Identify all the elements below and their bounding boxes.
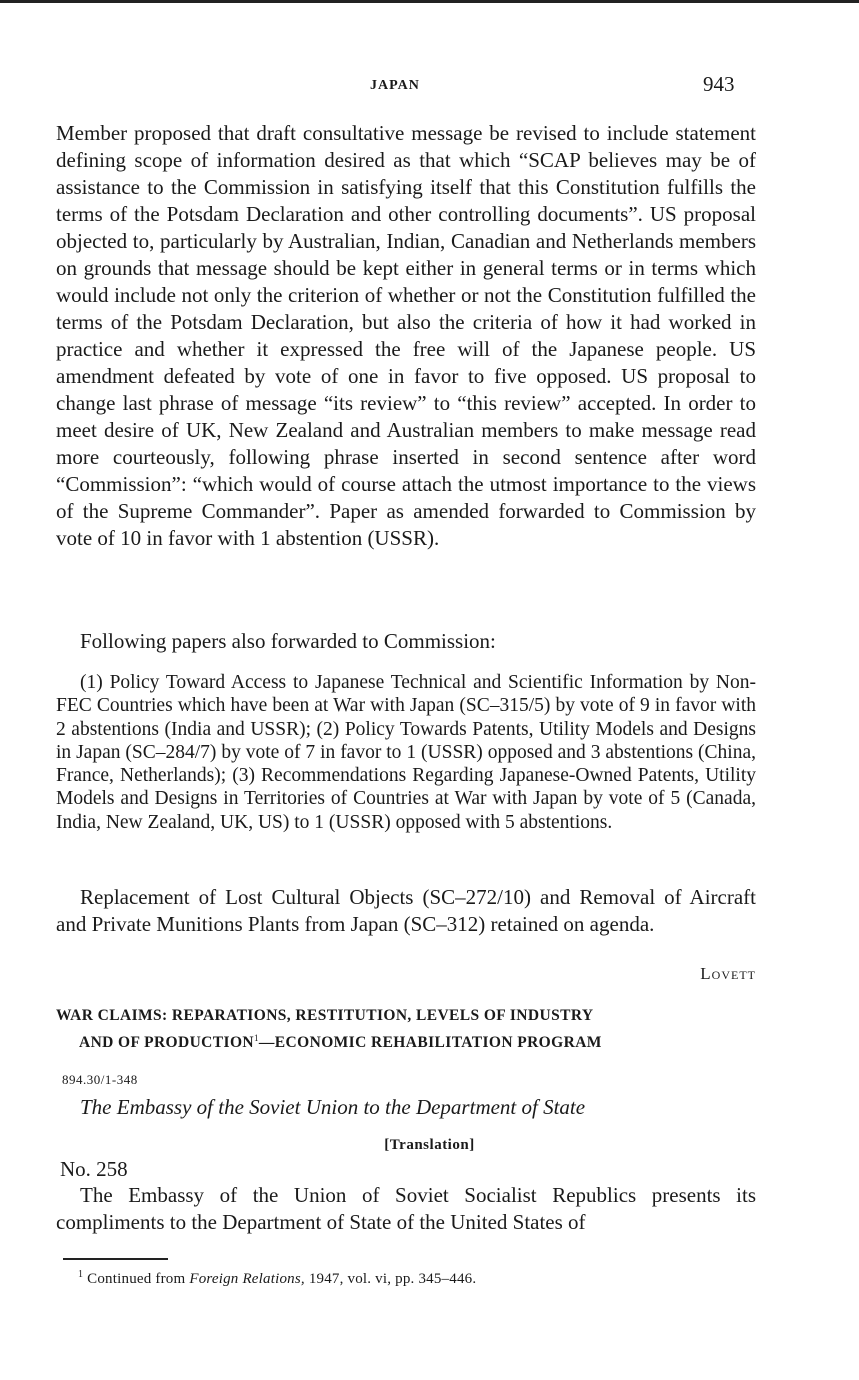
- body-paragraph-4: Replacement of Lost Cultural Objects (SC–272/10) and Removal of Aircraft and Private Munitions Plants from Japan (SC–312) retained on agenda.: [56, 885, 756, 936]
- translation-label: [Translation]: [384, 1137, 475, 1153]
- section-heading-line-2-text: AND OF PRODUCTION: [79, 1034, 254, 1052]
- running-head: JAPAN: [370, 78, 420, 93]
- page-number: 943: [703, 72, 735, 96]
- document-number: No. 258: [60, 1157, 128, 1181]
- file-number: 894.30/1-348: [62, 1072, 138, 1087]
- footnote-reference: 1: [254, 1033, 259, 1043]
- document-title: The Embassy of the Soviet Union to the Department of State: [80, 1095, 586, 1119]
- top-rule: [0, 0, 859, 3]
- section-heading: [56, 1004, 756, 1054]
- section-heading-line-2: [56, 1027, 756, 1054]
- body-paragraph-1: Member proposed that draft consultative message be revised to include statement defining scope of information desired as that which “SCAP believes may be of assistance to the Commission in satisfying itself that this Constitution fulfills the terms of the Potsdam Declaration and other controlling documents”. US proposal objected to, particularly by Australian, Indian, Canadian and Netherlands members on grounds that message should be kept either in general terms or in terms which would include not only the criterion of whether or not the Constitution fulfilled the terms of the Potsdam Declaration, but also the criteria of how it had worked in practice and whether it expressed the free will of the Japanese people. US amendment defeated by vote of one in favor to five opposed. US proposal to change last phrase of message “its review” to “this review” accepted. In order to meet desire of UK, New Zealand and Australian members to make message read more courteously, following phrase inserted in second sentence after word “Commission”: “which would of course attach the utmost importance to the views of the Supreme Commander”. Paper as amended forwarded to Commission by vote of 10 in favor with 1 abstention (USSR).: [56, 121, 756, 550]
- footnote-text-suffix: 1947, vol. vi, pp. 345–446.: [308, 1271, 477, 1287]
- body-paragraph-3: (1) Policy Toward Access to Japanese Technical and Scientific Information by Non-FEC Countries which have been at War with Japan (SC–315/5) by vote of 9 in favor with 2 abstentions (India and USSR); (2) Policy Towards Patents, Utility Models and Designs in Japan (SC–284/7) by vote of 7 in favor to 1 (USSR) opposed and 3 abstentions (China, France, Netherlands); (3) Recommendations Regarding Japanese-Owned Patents, Utility Models and Designs in Territories of Countries at War with Japan by vote of 5 (Canada, India, New Zealand, UK, US) to 1 (USSR) opposed with 5 abstentions.: [56, 672, 756, 833]
- signature: Lovett: [700, 964, 756, 983]
- footnote-source-title: Foreign Relations,: [189, 1271, 305, 1287]
- footnote: [78, 1269, 476, 1288]
- document-body-paragraph: The Embassy of the Union of Soviet Socialist Republics presents its compliments to the Department of State of the United States of: [56, 1183, 756, 1234]
- body-paragraph-2: Following papers also forwarded to Commission:: [80, 629, 496, 653]
- page-header: [0, 72, 859, 102]
- section-heading-line-1: WAR CLAIMS: REPARATIONS, RESTITUTION, LEVELS OF INDUSTRY: [56, 1007, 594, 1024]
- section-heading-line-2-tail: —ECONOMIC REHABILITATION PROGRAM: [258, 1034, 602, 1052]
- footnote-rule: [63, 1258, 168, 1260]
- footnote-text-prefix: Continued from: [87, 1271, 186, 1287]
- footnote-mark: 1: [78, 1269, 84, 1280]
